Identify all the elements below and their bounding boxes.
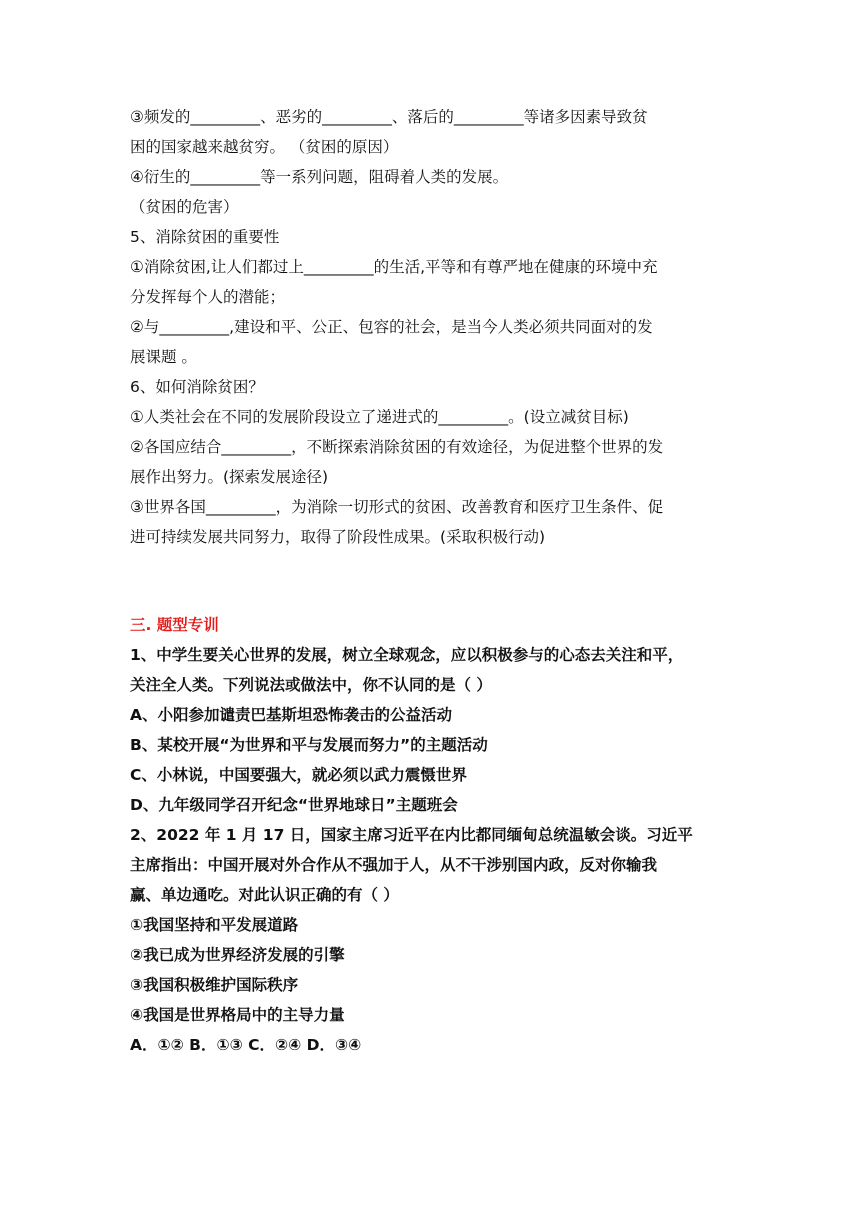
note-line: ②与_________,建设和平、公正、包容的社会，是当今人类必须共同面对的发	[130, 318, 653, 336]
note-line: （贫困的危害）	[130, 198, 239, 216]
note-line: ①人类社会在不同的发展阶段设立了递进式的_________。(设立减贫目标)	[130, 408, 629, 426]
statement-item: ②我已成为世界经济发展的引擎	[130, 946, 345, 964]
answer-option: A、小阳参加谴责巴基斯坦恐怖袭击的公益活动	[130, 706, 452, 724]
statement-item: ③我国积极维护国际秩序	[130, 976, 299, 994]
note-line: ③世界各国_________，为消除一切形式的贫困、改善教育和医疗卫生条件、促	[130, 498, 664, 516]
note-line: 困的国家越来越贫穷。 （贫困的原因）	[130, 138, 399, 156]
section-heading: 三. 题型专训	[130, 616, 219, 634]
question-stem: 1、中学生要关心世界的发展，树立全球观念，应以积极参与的心态去关注和平，	[130, 646, 684, 664]
subsection-title: 6、如何消除贫困？	[130, 378, 264, 396]
section-spacer	[130, 552, 730, 610]
note-line: 展课题 。	[130, 348, 197, 366]
note-line: 分发挥每个人的潜能；	[130, 288, 286, 306]
question-stem: 主席指出：中国开展对外合作从不强加于人，从不干涉别国内政，反对你输我	[130, 856, 658, 874]
question-stem: 关注全人类。下列说法或做法中，你不认同的是（ ）	[130, 676, 492, 694]
subsection-title: 5、消除贫困的重要性	[130, 228, 280, 246]
statement-item: ①我国坚持和平发展道路	[130, 916, 299, 934]
answer-option: B、某校开展“为世界和平与发展而努力”的主题活动	[130, 736, 488, 754]
answer-option: D、九年级同学召开纪念“世界地球日”主题班会	[130, 796, 458, 814]
note-line: 展作出努力。(探索发展途径)	[130, 468, 329, 486]
note-line: ③频发的_________、恶劣的_________、落后的_________等诸多因素导致贫	[130, 108, 648, 126]
note-line: ②各国应结合_________，不断探索消除贫困的有效途径，为促进整个世界的发	[130, 438, 664, 456]
answer-option: C、小林说，中国要强大，就必须以武力震慑世界	[130, 766, 467, 784]
note-line: ①消除贫困,让人们都过上_________的生活,平等和有尊严地在健康的环境中充	[130, 258, 658, 276]
question-stem: 2、2022 年 1 月 17 日，国家主席习近平在内比都同缅甸总统温敏会谈。习近平	[130, 826, 693, 844]
answer-options-row: A．①② B．①③ C．②④ D．③④	[130, 1036, 362, 1054]
note-line: ④衍生的_________等一系列问题，阻碍着人类的发展。	[130, 168, 509, 186]
statement-item: ④我国是世界格局中的主导力量	[130, 1006, 345, 1024]
document-content	[130, 102, 730, 1060]
note-line: 进可持续发展共同努力，取得了阶段性成果。(采取积极行动)	[130, 528, 546, 546]
question-stem: 赢、单边通吃。对此认识正确的有（ ）	[130, 886, 399, 904]
